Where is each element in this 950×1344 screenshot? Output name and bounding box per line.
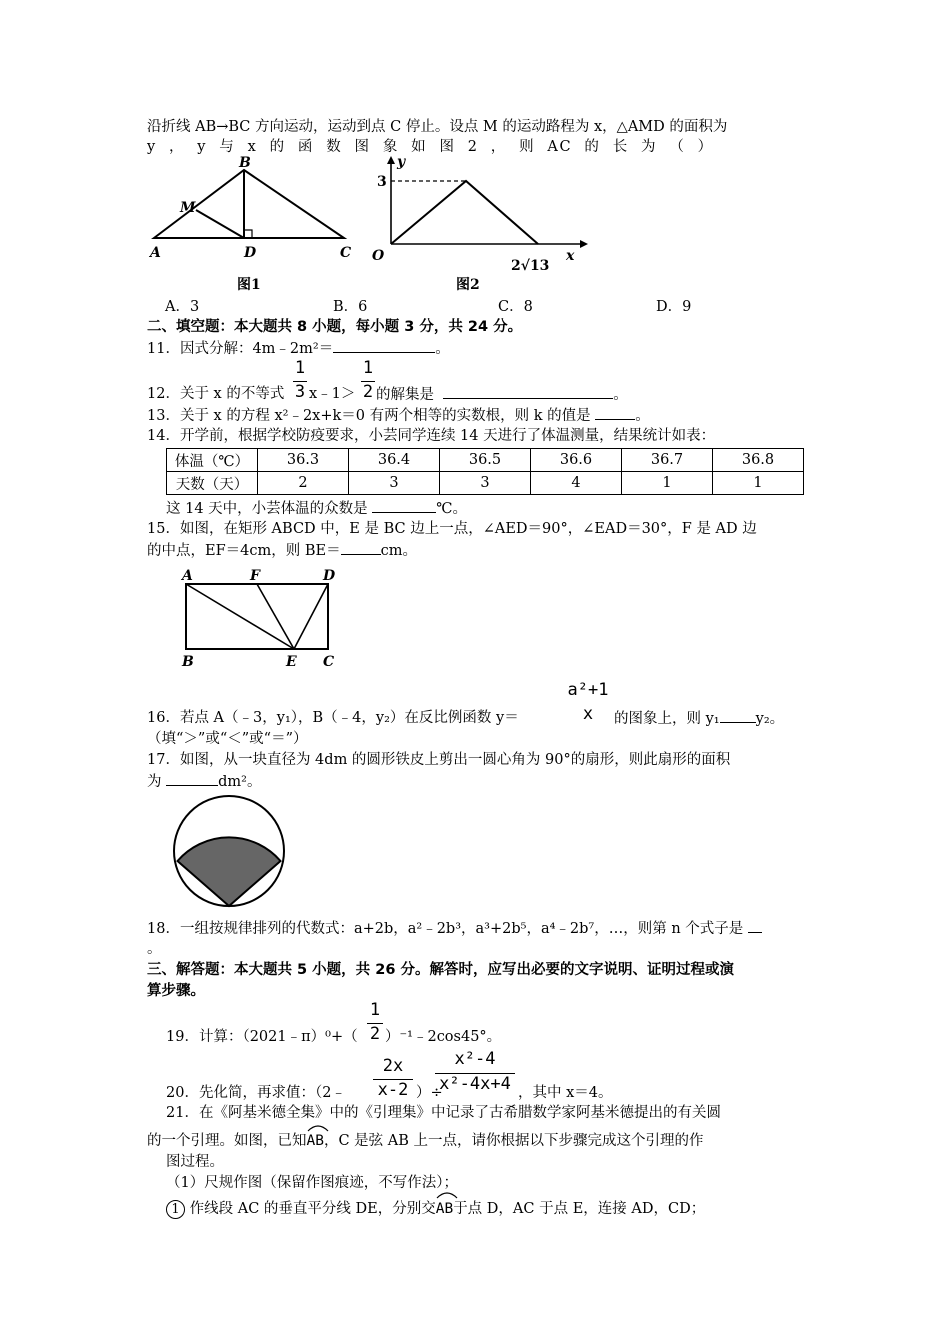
q15-figure <box>170 562 345 674</box>
q16-frac-num: a²+1 <box>567 680 609 700</box>
table-header-cell: 体温（℃） <box>167 449 258 472</box>
q19-suffix: ）⁻¹﹣2cos45°。 <box>385 1029 502 1045</box>
q11-blank <box>333 338 435 353</box>
q15-line2a: 的中点，EF＝4cm，则 BE＝ <box>147 543 341 559</box>
q12-mid: x﹣1＞ <box>309 386 356 402</box>
q21-arc-ab: AB <box>306 1133 324 1149</box>
q15-label-d: D <box>323 568 336 584</box>
temperature-table <box>166 448 804 495</box>
fig2-label-y: y <box>397 156 406 170</box>
q20-frac1-num: 2x <box>382 1056 404 1076</box>
table-header-cell: 36.4 <box>349 449 440 472</box>
q17-line1: 17．如图，从一块直径为 4dm 的圆形铁皮上剪出一圆心角为 90°的扇形，则此扇形的面积 <box>147 752 731 768</box>
q12-suffix: 的解集是 <box>376 387 434 403</box>
q10-option-b: B．6 <box>333 299 368 315</box>
q20-suffix: ，其中 x＝4。 <box>518 1085 613 1101</box>
q12-frac2-num: 1 <box>362 358 374 378</box>
q18-line2: 。 <box>147 941 162 957</box>
q11-end: 。 <box>435 341 450 357</box>
q12-frac2-den: 2 <box>362 382 374 402</box>
table-header-cell: 36.3 <box>258 449 349 472</box>
q12 <box>376 384 628 405</box>
q17-line2b: dm²。 <box>218 774 262 790</box>
q21-line1: 21．在《阿基米德全集》中的《引理集》中记录了古希腊数学家阿基米德提出的有关圆 <box>166 1105 721 1121</box>
table-header-cell: 36.6 <box>531 449 622 472</box>
q10-figure1 <box>144 156 364 294</box>
q12-end: 。 <box>613 387 628 403</box>
fig2-label-o: O <box>372 248 385 264</box>
q15-label-e: E <box>286 654 297 670</box>
q15-line2 <box>147 540 417 561</box>
q15-label-c: C <box>323 654 335 670</box>
q17-blank <box>166 771 218 786</box>
table-cell: 3 <box>349 472 440 495</box>
q10-line2: y ， y 与 x 的 函 数 图 象 如 图 2 ， 则 AC 的 长 为 （ ） <box>147 139 714 155</box>
arc-symbol-icon <box>307 1124 329 1132</box>
q17-line2a: 为 <box>147 774 162 790</box>
q18-line1: 18．一组按规律排列的代数式：a+2b，a²﹣2b³，a³+2b⁵，a⁴﹣2b⁷，…，则第 n 个式子是 <box>147 921 744 937</box>
table-header-cell: 36.5 <box>440 449 531 472</box>
q10-line1: 沿折线 AB→BC 方向运动，运动到点 C 停止。设点 M 的运动路程为 x，△AMD 的面积为 <box>147 119 728 135</box>
q20-frac2-den: x²-4x+4 <box>439 1074 511 1094</box>
q16-prefix: 16．若点 A（﹣3，y₁），B（﹣4，y₂）在反比例函数 y＝ <box>147 710 519 726</box>
q16-suffix: 的图象上，则 y₁ <box>614 711 720 727</box>
q20-mid: ）÷ <box>416 1085 443 1101</box>
fig2-label-end: 2√13 <box>511 258 550 274</box>
q21-line4: （1）尺规作图（保留作图痕迹，不写作法）； <box>166 1175 458 1191</box>
q21-line2a: 的一个引理。如图，已知 <box>147 1133 307 1149</box>
fig1-label-m: M <box>180 200 196 216</box>
table-header-cell: 36.8 <box>713 449 804 472</box>
q15-label-f: F <box>250 568 260 584</box>
q14-unit: ℃。 <box>436 501 468 517</box>
fig1-label-c: C <box>340 245 352 261</box>
fig1-caption: 图1 <box>237 277 261 293</box>
q14-after <box>166 498 467 519</box>
table-header-cell: 36.7 <box>622 449 713 472</box>
section2-heading: 二、填空题：本大题共 8 小题，每小题 3 分，共 24 分。 <box>147 319 523 335</box>
q15-label-a: A <box>182 568 193 584</box>
q15-blank <box>341 540 381 555</box>
table-cell: 4 <box>531 472 622 495</box>
q21-line2 <box>147 1131 704 1151</box>
arc-symbol-icon <box>436 1191 458 1199</box>
q21-line3: 图过程。 <box>166 1154 224 1170</box>
q10-figure2 <box>366 156 588 294</box>
q21-line5a: 作线段 AC 的垂直平分线 DE，分别交 <box>189 1201 436 1217</box>
q13 <box>147 405 650 426</box>
q15-line1: 15．如图，在矩形 ABCD 中，E 是 BC 边上一点，∠AED＝90°，∠EAD＝30°，F 是 AD 边 <box>147 521 757 537</box>
q16-line2: （填“＞”或“＜”或“＝”） <box>147 731 308 747</box>
q12-frac1-num: 1 <box>294 358 306 378</box>
q11 <box>147 338 450 359</box>
q20-frac1-den: x-2 <box>377 1080 409 1100</box>
q16-frac-den: x <box>582 704 594 724</box>
q21-line5b: 于点 D，AC 于点 E，连接 AD，CD； <box>453 1201 706 1217</box>
q10-option-c: C．8 <box>498 299 533 315</box>
q13-end: 。 <box>635 408 650 424</box>
q17-line2 <box>147 771 261 792</box>
q14-blank <box>372 498 436 513</box>
q17-figure <box>170 790 290 912</box>
q16-blank <box>720 708 756 723</box>
table-cell: 1 <box>713 472 804 495</box>
fig1-label-a: A <box>150 245 161 261</box>
table-cell: 3 <box>440 472 531 495</box>
step-number-badge: 1 <box>166 1200 185 1219</box>
q16 <box>614 708 784 729</box>
q12-prefix: 12．关于 x 的不等式 <box>147 386 285 402</box>
q21-line5 <box>166 1199 705 1219</box>
table-row <box>167 472 804 495</box>
q11-text: 11．因式分解：4m﹣2m²＝ <box>147 341 334 357</box>
q18 <box>147 918 762 939</box>
q15-label-b: B <box>182 654 194 670</box>
q19-prefix: 19．计算：（2021﹣π）⁰+（ <box>166 1029 358 1045</box>
q16-end: y₂。 <box>755 711 785 727</box>
section3-line1: 三、解答题：本大题共 5 小题，共 26 分。解答时，应写出必要的文字说明、证明过程或演 <box>147 962 734 978</box>
q10-option-a: A．3 <box>165 299 200 315</box>
q13-blank <box>595 405 635 420</box>
section3-line2: 算步骤。 <box>147 983 205 999</box>
table-cell: 天数（天） <box>167 472 258 495</box>
fig2-label-3: 3 <box>377 174 387 190</box>
q20-frac2-num: x²-4 <box>454 1049 496 1069</box>
q19-frac-num: 1 <box>369 1000 381 1020</box>
q18-blank <box>748 918 762 933</box>
table-cell: 1 <box>622 472 713 495</box>
q14-after-text: 这 14 天中，小芸体温的众数是 <box>166 501 368 517</box>
q12-blank <box>443 384 613 399</box>
q19-frac-den: 2 <box>369 1024 381 1044</box>
table-row <box>167 449 804 472</box>
q12-frac1-den: 3 <box>294 382 306 402</box>
q15-line2b: cm。 <box>380 543 417 559</box>
fig2-label-x: x <box>566 248 575 264</box>
q21-arc-ab-2: AB <box>435 1201 454 1217</box>
q20-prefix: 20．先化简，再求值：（2﹣ <box>166 1085 346 1101</box>
q14-text: 14．开学前，根据学校防疫要求，小芸同学连续 14 天进行了体温测量，结果统计如表： <box>147 428 716 444</box>
table-cell: 2 <box>258 472 349 495</box>
fig1-label-d: D <box>244 245 257 261</box>
fig1-label-b: B <box>239 156 251 171</box>
q10-option-d: D．9 <box>656 299 692 315</box>
q21-line2b: ，C 是弦 AB 上一点，请你根据以下步骤完成这个引理的作 <box>323 1133 704 1149</box>
fig2-caption: 图2 <box>456 277 480 293</box>
q13-text: 13．关于 x 的方程 x²﹣2x+k＝0 有两个相等的实数根，则 k 的值是 <box>147 408 591 424</box>
